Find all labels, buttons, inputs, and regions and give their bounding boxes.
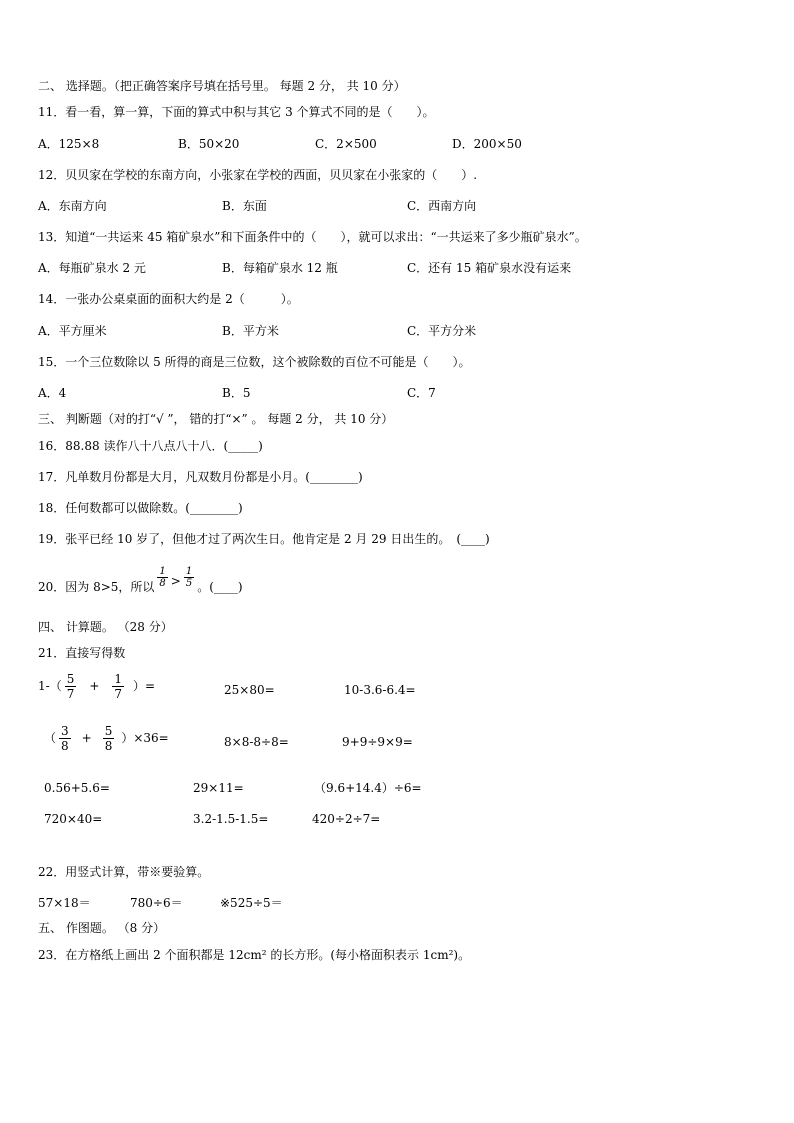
q20-f1-denominator: 8 bbox=[159, 578, 166, 589]
q14-option-b: B．平方米 bbox=[222, 324, 279, 338]
q15-option-a: A．4 bbox=[38, 386, 67, 400]
q14-option-c: C．平方分米 bbox=[407, 324, 477, 338]
question-15-stem: 15．一个三位数除以 5 所得的商是三位数，这个被除数的百位不可能是（ ）。 bbox=[38, 355, 471, 369]
q21-r3-expr-a: 0.56+5.6= bbox=[44, 781, 110, 795]
q21-r4-expr-a: 720×40= bbox=[44, 812, 103, 826]
q13-option-c: C．还有 15 箱矿泉水没有运来 bbox=[407, 261, 572, 275]
q21-r3-expr-c: （9.6+14.4）÷6= bbox=[314, 781, 422, 795]
q21-r1-expr-c: 10-3.6-6.4= bbox=[344, 683, 416, 697]
question-13-stem: 13．知道“一共运来 45 箱矿泉水”和下面条件中的（ ），就可以求出：“一共运来了多少瓶矿泉水”。 bbox=[38, 230, 587, 244]
question-20 bbox=[38, 566, 243, 595]
q11-option-a: A．125×8 bbox=[38, 137, 100, 151]
section-5-heading: 五、 作图题。 （8 分） bbox=[38, 921, 166, 935]
q11-option-d: D．200×50 bbox=[452, 137, 522, 151]
q20-f2-numerator: 1 bbox=[185, 566, 193, 577]
question-17: 17．凡单数月份都是大月，凡双数月份都是小月。(________) bbox=[38, 470, 363, 484]
q21-r2-expr-a bbox=[44, 724, 169, 753]
q21-r2-f1-numerator: 3 bbox=[61, 724, 69, 738]
question-12-stem: 12．贝贝家在学校的东南方向，小张家在学校的西面，贝贝家在小张家的（ ）. bbox=[38, 168, 478, 182]
q20-prefix: 20．因为 8>5，所以 bbox=[38, 580, 155, 594]
q11-option-b: B．50×20 bbox=[178, 137, 240, 151]
question-19: 19．张平已经 10 岁了，但他才过了两次生日。他肯定是 2 月 29 日出生的。 (____) bbox=[38, 532, 490, 546]
q21-r2-post: ）×36= bbox=[121, 731, 169, 745]
question-16: 16．88.88 读作八十八点八十八．(_____) bbox=[38, 439, 263, 453]
q11-option-c: C．2×500 bbox=[315, 137, 377, 151]
q12-option-b: B．东面 bbox=[222, 199, 267, 213]
question-14-stem: 14．一张办公桌桌面的面积大约是 2（ ）。 bbox=[38, 292, 299, 306]
q20-f2-denominator: 5 bbox=[185, 578, 193, 589]
q20-greater-than: > bbox=[170, 574, 181, 588]
q21-r1-pre: 1-（ bbox=[38, 679, 62, 693]
q21-r1-f1-denominator: 7 bbox=[66, 687, 75, 701]
q21-r1-fraction-1-7 bbox=[112, 672, 124, 701]
section-3-heading: 三、 判断题（对的打“√ ”， 错的打“×” 。 每题 2 分， 共 10 分） bbox=[38, 412, 394, 426]
q21-r2-fraction-5-8 bbox=[103, 724, 115, 753]
q21-r1-expr-a bbox=[38, 672, 155, 701]
q15-option-b: B．5 bbox=[222, 386, 251, 400]
q21-r3-expr-b: 29×11= bbox=[193, 781, 244, 795]
q12-option-c: C．西南方向 bbox=[407, 199, 477, 213]
q21-r1-expr-b: 25×80= bbox=[224, 683, 275, 697]
q13-option-b: B．每箱矿泉水 12 瓶 bbox=[222, 261, 338, 275]
q20-suffix: 。(____) bbox=[197, 580, 243, 594]
q21-r1-post: ）= bbox=[133, 679, 156, 693]
question-22-title: 22．用竖式计算，带※要验算。 bbox=[38, 865, 210, 879]
question-11-stem: 11．看一看，算一算，下面的算式中积与其它 3 个算式不同的是（ ）。 bbox=[38, 105, 435, 119]
section-2-heading: 二、 选择题。（把正确答案序号填在括号里。 每题 2 分， 共 10 分） bbox=[38, 79, 406, 93]
q21-r2-fraction-3-8 bbox=[59, 724, 71, 753]
q21-r1-f2-denominator: 7 bbox=[114, 687, 123, 701]
q21-r2-f2-denominator: 8 bbox=[104, 739, 113, 753]
q21-r1-plus: + bbox=[89, 679, 100, 693]
q22-item-2: 780÷6＝ bbox=[130, 896, 183, 910]
section-4-heading: 四、 计算题。 （28 分） bbox=[38, 620, 173, 634]
q12-option-a: A．东南方向 bbox=[38, 199, 107, 213]
q21-r2-f2-numerator: 5 bbox=[104, 724, 113, 738]
q21-r2-f1-denominator: 8 bbox=[61, 739, 69, 753]
q22-item-1: 57×18＝ bbox=[38, 896, 91, 910]
q21-r2-expr-b: 8×8-8÷8= bbox=[224, 735, 289, 749]
q20-fraction-1-5 bbox=[184, 566, 194, 589]
q21-r1-f2-numerator: 1 bbox=[114, 672, 123, 686]
q21-r4-expr-c: 420÷2÷7= bbox=[312, 812, 381, 826]
q22-item-3: ※525÷5＝ bbox=[220, 896, 283, 910]
q21-r4-expr-b: 3.2-1.5-1.5= bbox=[193, 812, 269, 826]
question-23: 23．在方格纸上画出 2 个面积都是 12cm² 的长方形。(每小格面积表示 1cm²)。 bbox=[38, 948, 471, 962]
question-18: 18．任何数都可以做除数。(________) bbox=[38, 501, 243, 515]
q20-f1-numerator: 1 bbox=[159, 566, 166, 577]
q14-option-a: A．平方厘米 bbox=[38, 324, 107, 338]
q15-option-c: C．7 bbox=[407, 386, 436, 400]
q20-fraction-1-8 bbox=[157, 566, 167, 589]
q21-r1-fraction-5-7 bbox=[65, 672, 77, 701]
q21-r1-f1-numerator: 5 bbox=[66, 672, 75, 686]
q21-r2-pre: （ bbox=[44, 731, 57, 745]
q21-r2-plus: + bbox=[81, 731, 92, 745]
q13-option-a: A．每瓶矿泉水 2 元 bbox=[38, 261, 146, 275]
q21-r2-expr-c: 9+9÷9×9= bbox=[342, 735, 413, 749]
question-21-title: 21．直接写得数 bbox=[38, 646, 126, 660]
